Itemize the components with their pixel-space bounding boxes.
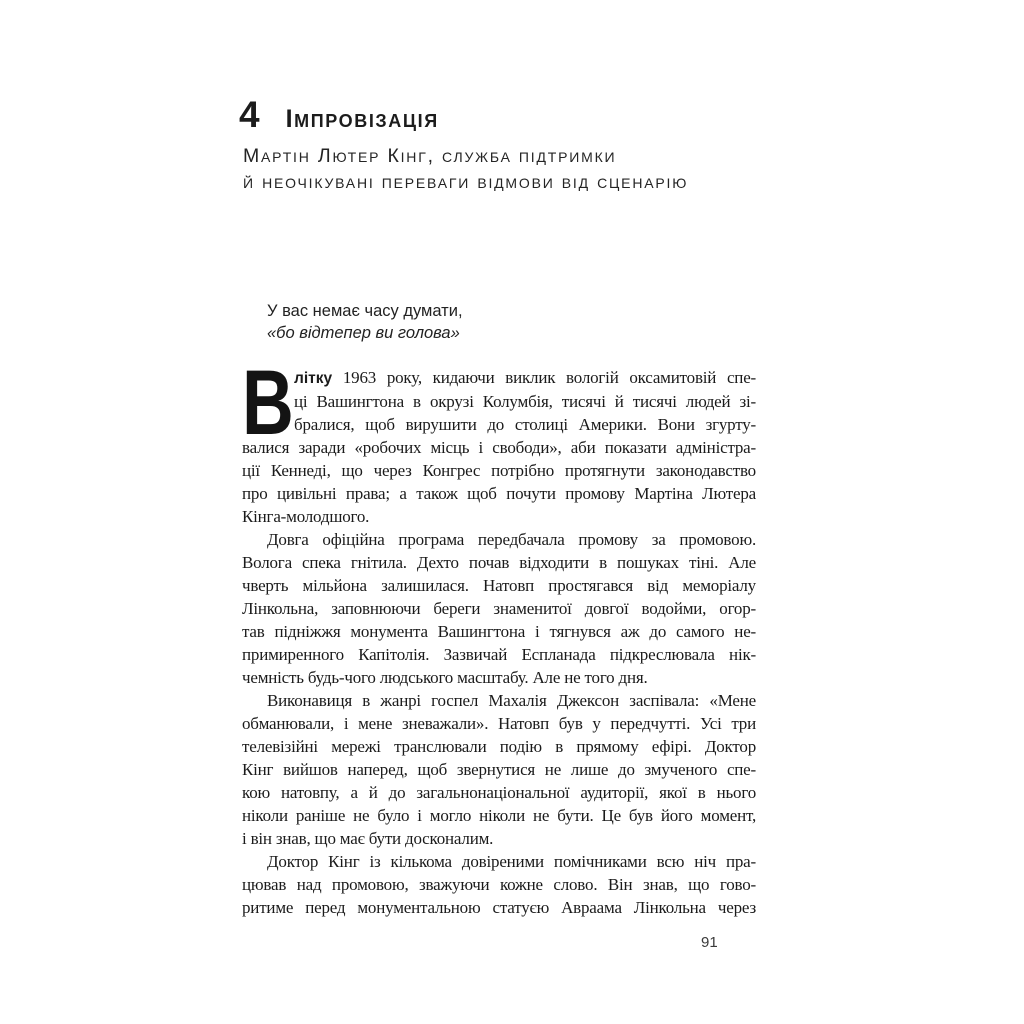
body-line: Лінкольна, заповнюючи береги знаменитої довгої водойми, огор-	[242, 599, 756, 618]
body-line: чверть мільйона залишилася. Натовп простягався від меморіалу	[242, 576, 756, 595]
body-paragraph	[242, 850, 756, 919]
drop-cap: В	[242, 352, 294, 454]
body-line: Доктор Кінг із кількома довіреними помічниками всю ніч пра-	[267, 852, 756, 871]
body-line: ці Вашингтона в окрузі Колумбія, тисячі й тисячі людей зі-	[294, 392, 756, 411]
body-line: і він знав, що має бути досконалим.	[242, 829, 494, 848]
body-line: ритиме перед монументальною статуєю Авраама Лінкольна через	[242, 898, 756, 917]
body-line: Довга офіційна програма передбачала промову за промовою.	[267, 530, 756, 549]
epigraph-line2-italic: «бо відтепер ви голова»	[267, 324, 460, 342]
chapter-subtitle	[243, 143, 688, 195]
epigraph-line1: У вас немає часу думати,	[267, 302, 463, 320]
body-text	[242, 352, 756, 919]
body-line: Кінга-молодшого.	[242, 507, 370, 526]
body-line: примиренного Капітолія. Зазвичай Еспланада підкреслювала нік-	[242, 645, 756, 664]
body-line: телевізійні мережі транслювали подію в прямому ефірі. Доктор	[242, 737, 756, 756]
body-line: цював над промовою, зважуючи кожне слово. Він знав, що гово-	[242, 875, 756, 894]
body-line: літку 1963 року, кидаючи виклик вологій оксамитовій спе-	[294, 368, 756, 387]
page-number: 91	[701, 934, 718, 951]
body-line: ції Кеннеді, що через Конгрес потрібно протягнути законодавство	[242, 461, 756, 480]
body-paragraph	[242, 689, 756, 850]
chapter-header	[239, 96, 439, 133]
epigraph	[267, 300, 463, 344]
body-line: про цивільні права; а також щоб почути промову Мартіна Лютера	[242, 484, 756, 503]
body-line: валися заради «робочих місць і свободи», аби показати адміністра-	[242, 438, 756, 457]
body-paragraph	[242, 528, 756, 689]
body-line: Кінг вийшов наперед, щоб звернутися не лише до змученого спе-	[242, 760, 756, 779]
body-line: обманювали, і мене зневажали». Натовп був у передчутті. Усі три	[242, 714, 756, 733]
chapter-subtitle-line2: й неочікувані переваги відмови від сценарію	[243, 171, 689, 193]
chapter-title: Імпровізація	[285, 105, 439, 133]
lead-word: літку	[294, 370, 333, 387]
body-line: бралися, щоб вирушити до столиці Америки. Вони згурту-	[294, 415, 756, 434]
chapter-number: 4	[239, 94, 260, 135]
chapter-subtitle-line1: Мартін Лютер Кінг, служба підтримки	[243, 145, 617, 167]
body-line: чемність будь-чого людського масштабу. Але не того дня.	[242, 668, 648, 687]
body-line: тав підніжжя монумента Вашингтона і тягнувся аж до самого не-	[242, 622, 756, 641]
body-line: Волога спека гнітила. Дехто почав відходити в пошуках тіні. Але	[242, 553, 756, 572]
body-line: кою натовпу, а й до загальнонаціональної аудиторії, якої в нього	[242, 783, 756, 802]
body-line: Виконавиця в жанрі госпел Махалія Джексон заспівала: «Мене	[267, 691, 756, 710]
body-paragraph	[242, 352, 756, 528]
body-line: ніколи раніше не було і могло ніколи не бути. Це був його момент,	[242, 806, 756, 825]
